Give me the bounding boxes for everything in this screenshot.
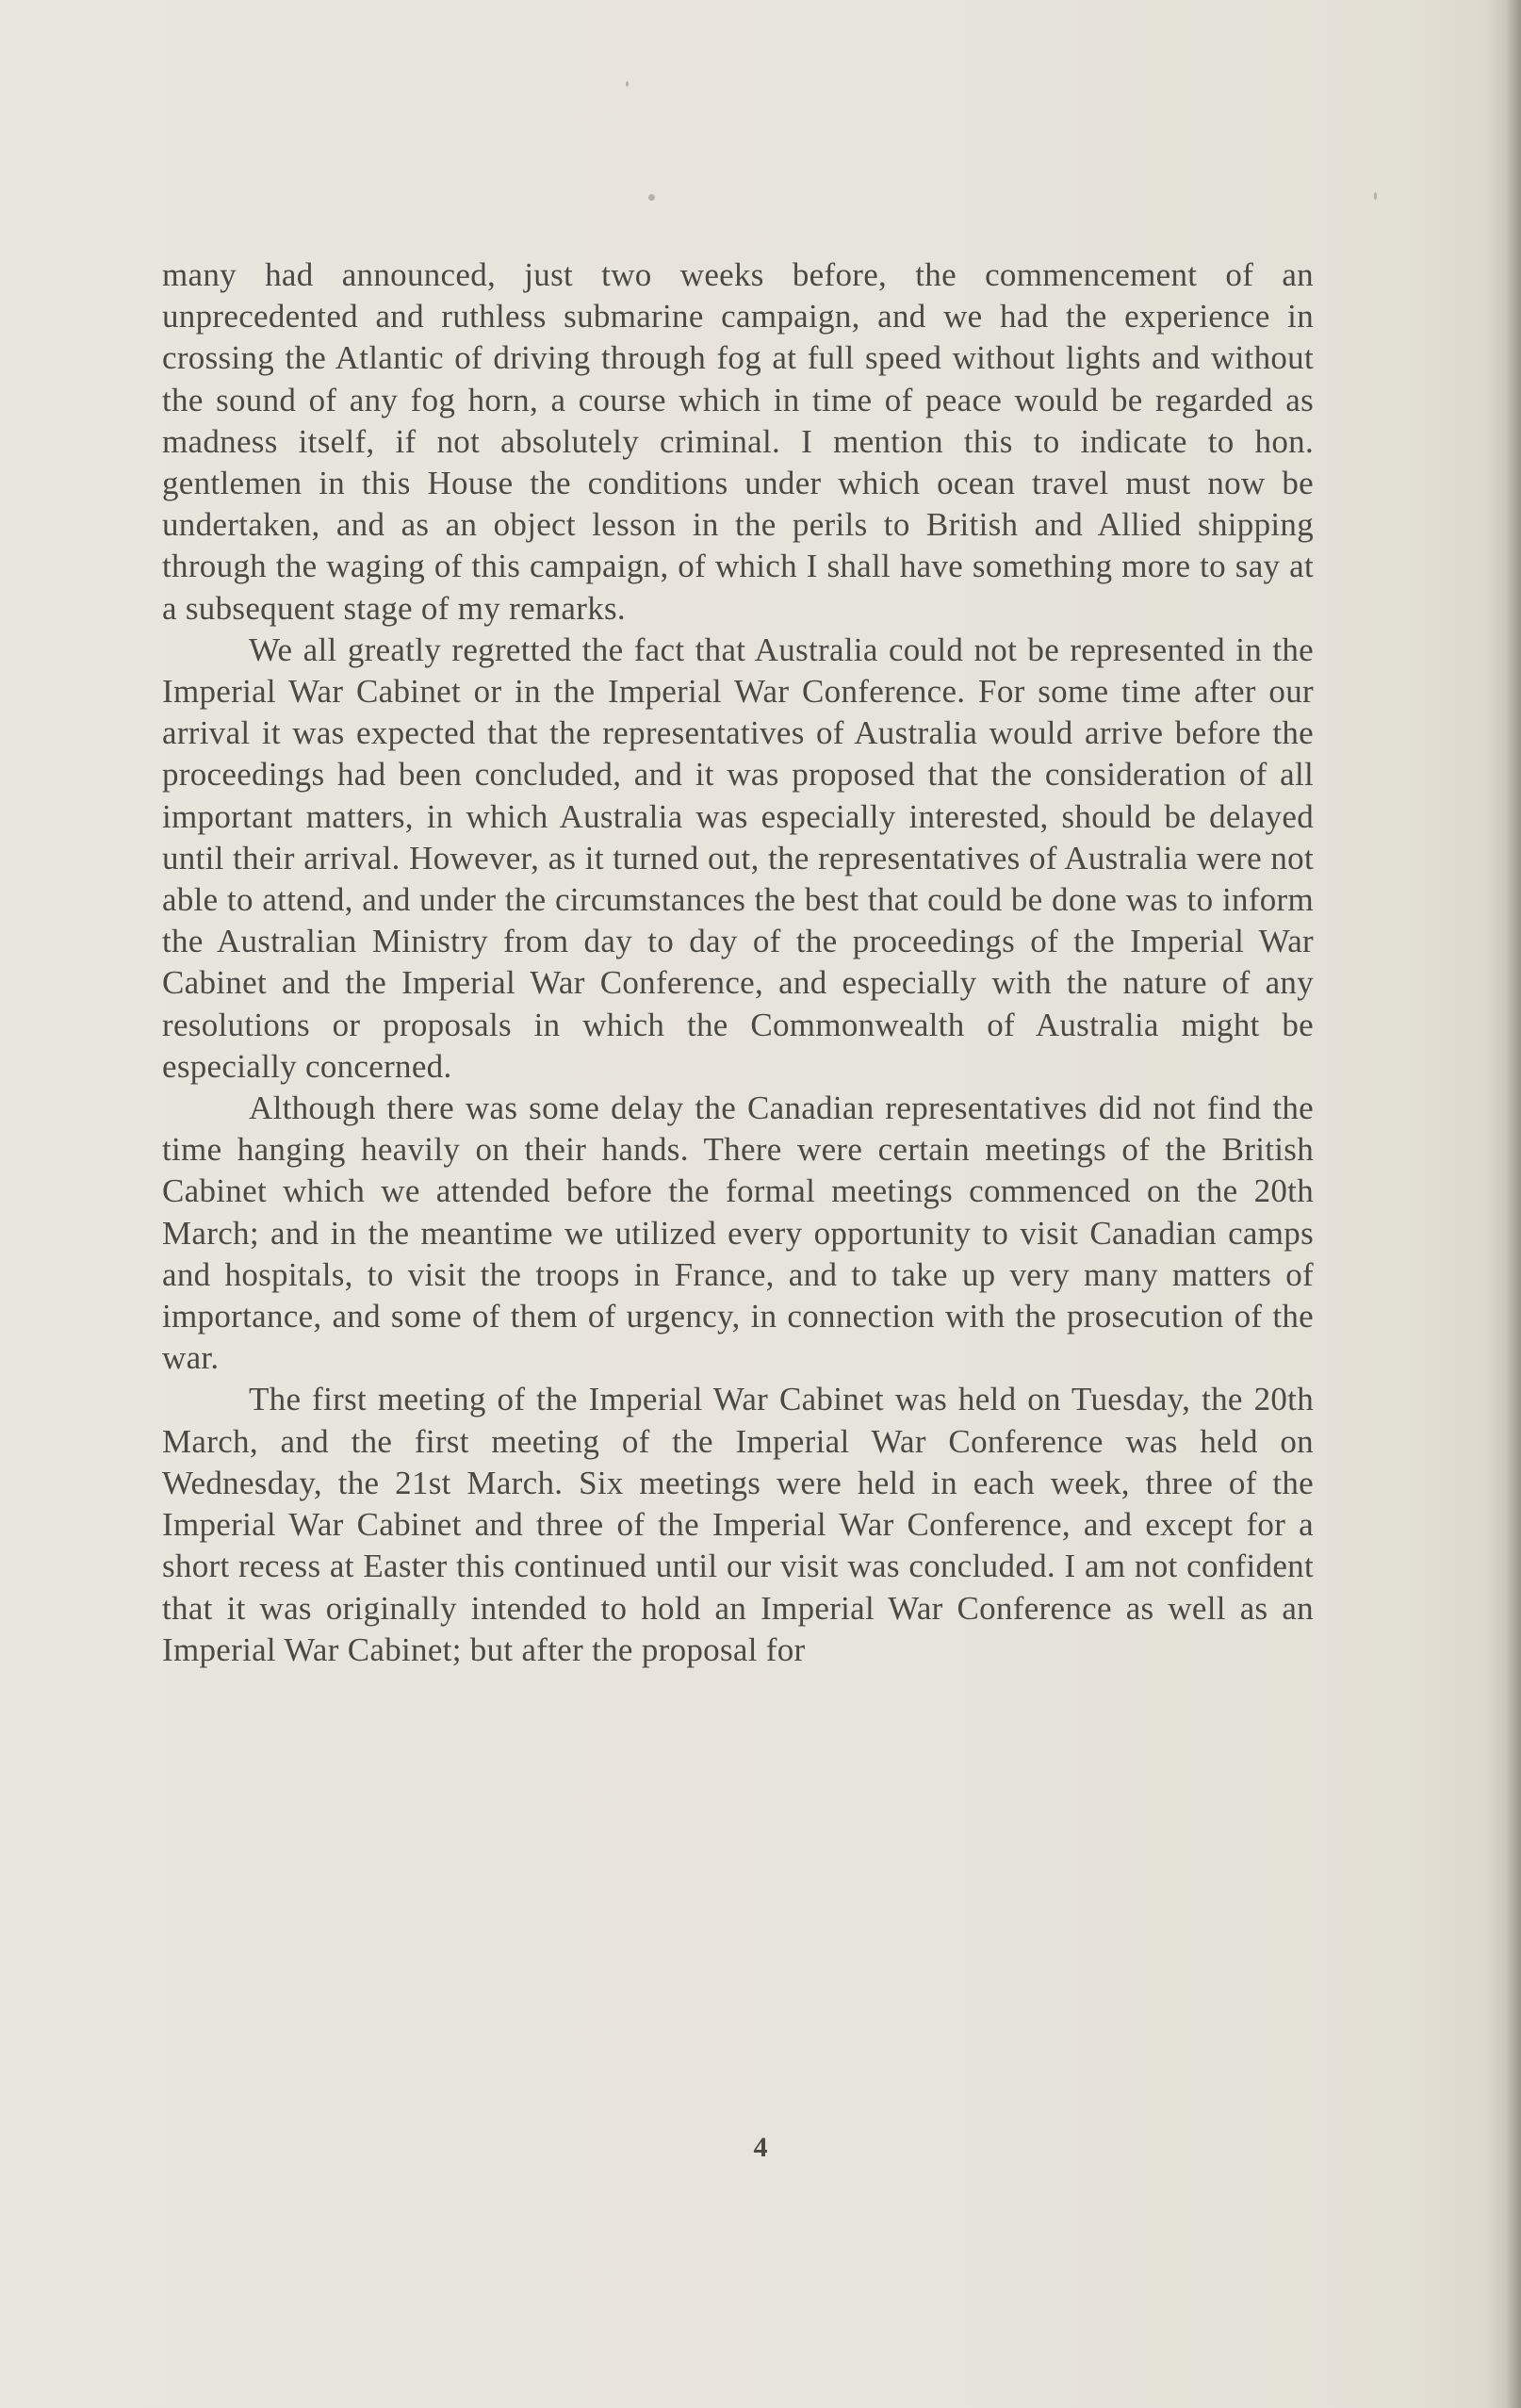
paragraph-4: The first meeting of the Imperial War Cabinet was held on Tuesday, the 20th March, and the first meeting of the Imperial War Conference was held on Wednesday, the 21st March. Six meetings were held in each week, three of the Imperial War Cabinet and three of the Imperial War Conference, and except for a short recess at Easter this continued until our visit was concluded. I am not confident that it was originally intended to hold an Imperial War Conference as well as an Imperial War Cabinet; but after the proposal for bbox=[162, 1381, 1314, 1668]
paper-speck bbox=[1374, 192, 1377, 200]
paragraph-2: We all greatly regretted the fact that Australia could not be represented in the Imperial War Cabinet or in the Imperial War Conference. For some time after our arrival it was expected that the representatives of Australia would arrive before the proceedings had been concluded, and it was proposed that the consideration of all important matters, in which Australia was especially interested, should be delayed until their arrival. However, as it turned out, the representatives of Australia were not able to attend, and under the circumstances the best that could be done was to inform the Australian Ministry from day to day of the proceedings of the Imperial War Cabinet and the Imperial War Conference, and especially with the nature of any resolutions or proposals in which the Commonwealth of Australia might be especially concerned. bbox=[162, 631, 1314, 1085]
page-edge-shadow bbox=[1487, 0, 1521, 2408]
paper-speck bbox=[626, 81, 629, 87]
paragraph-3: Although there was some delay the Canadian representatives did not find the time hanging heavily on their hands. There were certain meetings of the British Cabinet which we attended before the formal meetings commenced on the 20th March; and in the meantime we utilized every opportunity to visit Canadian camps and hospitals, to visit the troops in France, and to take up very many matters of importance, and some of them of urgency, in connection with the prosecution of the war. bbox=[162, 1089, 1314, 1377]
body-text bbox=[162, 254, 1314, 1671]
page-number: 4 bbox=[753, 2132, 768, 2163]
paper-speck bbox=[648, 194, 655, 201]
paragraph-1: many had announced, just two weeks before, the commencement of an unprecedented and ruthless submarine campaign, and we had the experience in crossing the Atlantic of driving through fog at full speed without lights and without the sound of any fog horn, a course which in time of peace would be regarded as madness itself, if not absolutely criminal. I mention this to indicate to hon. gentlemen in this House the conditions under which ocean travel must now be undertaken, and as an object lesson in the perils to British and Allied shipping through the waging of this campaign, of which I shall have something more to say at a subsequent stage of my remarks. bbox=[162, 256, 1314, 627]
